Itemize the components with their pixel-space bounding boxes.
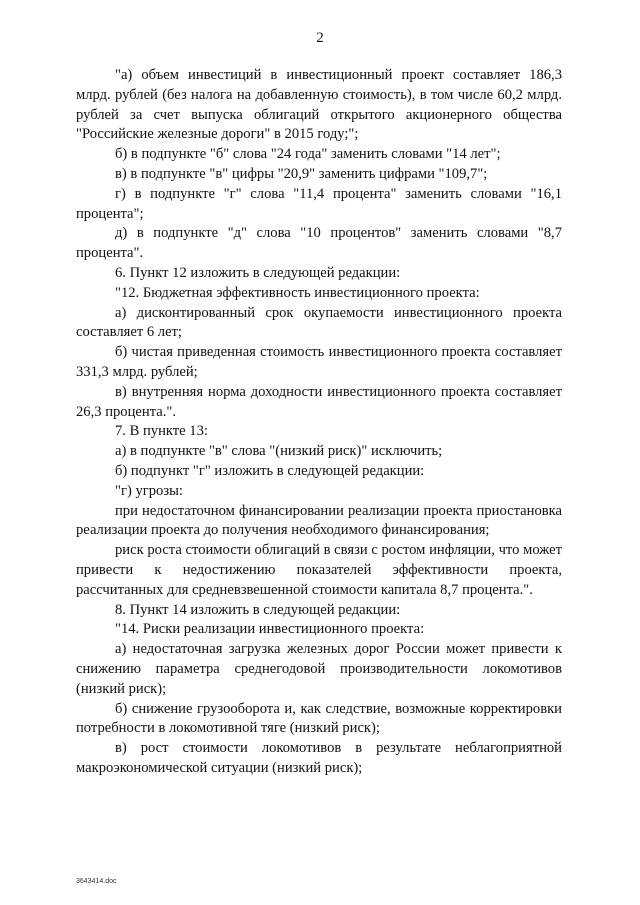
- paragraph-21: в) рост стоимости локомотивов в результате неблагоприятной макроэкономической ситуации (низкий риск);: [76, 740, 562, 776]
- paragraph-1: "а) объем инвестиций в инвестиционный проект составляет 186,3 млрд. рублей (без налога на добавленную стоимость), в том числе 60,2 млрд. рублей за счет выпуска облигаций открытого акционерного общества "Российские железные дороги" в 2015 году;";: [76, 67, 562, 143]
- paragraph-20: б) снижение грузооборота и, как следствие, возможные корректировки потребности в локомотивной тяге (низкий риск);: [76, 700, 562, 737]
- paragraph-19: а) недостаточная загрузка железных дорог России может привести к снижению параметра среднегодовой производительности локомотивов (низкий риск);: [76, 641, 562, 697]
- page-number: 2: [316, 30, 324, 46]
- paragraph-5: д) в подпункте "д" слова "10 процентов" заменить словами "8,7 процента".: [76, 225, 562, 262]
- paragraph-14: "г) угрозы:: [115, 482, 183, 499]
- paragraph-7: "12. Бюджетная эффективность инвестиционного проекта:: [115, 284, 480, 301]
- paragraph-9: б) чистая приведенная стоимость инвестиционного проекта составляет 331,3 млрд. рублей;: [76, 344, 562, 380]
- paragraph-4: г) в подпункте "г" слова "11,4 процента" заменить словами "16,1 процента";: [76, 185, 562, 222]
- paragraph-13: б) подпункт "г" изложить в следующей редакции:: [115, 462, 425, 479]
- paragraph-11: 7. В пункте 13:: [115, 423, 208, 440]
- paragraph-8: а) дисконтированный срок окупаемости инвестиционного проекта составляет 6 лет;: [76, 304, 562, 341]
- paragraph-16: риск роста стоимости облигаций в связи с ростом инфляции, что может привести к недостижению показателей эффективности проекта, рассчитанных для средневзвешенной стоимости капитала 8,7 процента.".: [76, 542, 562, 598]
- paragraph-17: 8. Пункт 14 изложить в следующей редакции:: [115, 601, 401, 618]
- paragraph-10: в) внутренняя норма доходности инвестиционного проекта составляет 26,3 процента.".: [76, 383, 562, 420]
- paragraph-2: б) в подпункте "б" слова "24 года" заменить словами "14 лет";: [115, 146, 501, 163]
- paragraph-15: при недостаточном финансировании реализации проекта приостановка реализации проекта до получения необходимого финансирования;: [76, 502, 562, 539]
- paragraph-18: "14. Риски реализации инвестиционного проекта:: [115, 621, 425, 638]
- document-body: [76, 66, 562, 779]
- paragraph-12: а) в подпункте "в" слова "(низкий риск)" исключить;: [115, 443, 443, 460]
- paragraph-6: 6. Пункт 12 изложить в следующей редакции:: [115, 264, 401, 281]
- paragraph-3: в) в подпункте "в" цифры "20,9" заменить цифрами "109,7";: [115, 165, 488, 182]
- footer-doc-id: 3643414.doc: [76, 878, 117, 885]
